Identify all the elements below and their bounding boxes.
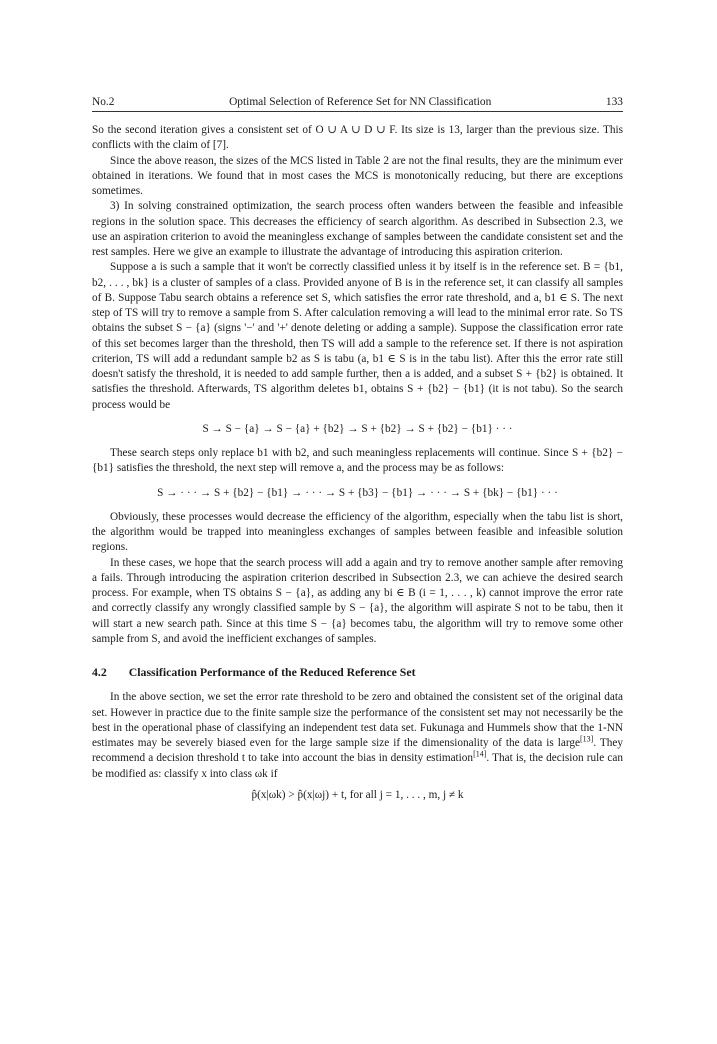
paragraph: Obviously, these processes would decrease the efficiency of the algorithm, especially when the tabu list is short, the algorithm would be trapped into meaningless exchanges of samples between feasible and infeasible solution regions. [92, 510, 623, 554]
equation: p̂(x|ωk) > p̂(x|ωj) + t, for all j = 1, . . . , m, j ≠ k [251, 788, 464, 801]
paragraph: 3) In solving constrained optimization, the search process often wanders between the feasible and infeasible regions in the solution space. This decreases the efficiency of search algorithm. As described in Subsection 2.3, we use an aspiration criterion to avoid the meaningless exchange of samples between the candidate consistent set and the rest samples. Here we give an example to illustrate the advantage of introducing this aspiration criterion. [92, 200, 623, 258]
equation: S → · · · → S + {b2} − {b1} → · · · → S + {b3} − {b1} → · · · → S + {bk} − {b1} · · · [157, 486, 558, 499]
section-title: Classification Performance of the Reduced Reference Set [128, 665, 416, 679]
body-text [92, 123, 623, 803]
paragraph-text: . That is, the decision rule can be modified as: classify x into class ωk if [92, 752, 623, 780]
paragraph-text: In the above section, we set the error rate threshold to be zero and obtained the consistent set of the original data set. However in practice due to the finite sample size the performance of the consistent set may not necessarily be the best in the operational phase of classifying an independent test data set. Fukunaga and Hummels show that the 1-NN estimates may be severely biased even for the large sample size if the dimensionality of the data is large [92, 691, 623, 749]
page-number: 133 [605, 96, 623, 108]
paragraph: Since the above reason, the sizes of the MCS listed in Table 2 are not the final results, they are the minimum ever obtained in iterations. We found that in most cases the MCS is monotonically reducing, but there are exceptions sometimes. [92, 154, 623, 197]
section-heading [92, 665, 623, 680]
paragraph: These search steps only replace b1 with b2, and such meaningless replacements will continue. Since S + {b2} − {b1} satisfies the threshold, the next step will remove a, and the process may be as follows: [92, 447, 623, 475]
section-number: 4.2 [92, 665, 107, 679]
paragraph: So the second iteration gives a consistent set of O ∪ A ∪ D ∪ F. Its size is 13, larger than the previous size. This conflicts with the claim of [7]. [92, 124, 623, 152]
running-title: Optimal Selection of Reference Set for NN Classification [229, 96, 492, 108]
citation: [13] [579, 734, 594, 744]
paragraph: In these cases, we hope that the search process will add a again and try to remove another sample after removing a fails. Through introducing the aspiration criterion described in Subsection 2.3, we can achieve the desired search process. For example, when TS obtains S − {a}, as adding any bi ∈ B (i = 1, . . . , k) cannot improve the error rate and correctly classify any wrongly classified sample by S − {a}, the algorithm will aspirate S not to be tabu, then it will start a new search path. Since at this time S − {a} becomes tabu, the algorithm will try to remove some other sample from S, and avoid the inefficient exchanges of samples. [92, 556, 623, 645]
equation: S → S − {a} → S − {a} + {b2} → S + {b2} → S + {b2} − {b1} · · · [202, 422, 513, 435]
paragraph-text: . They recommend a decision threshold t to take into account the bias in density estimation [92, 737, 623, 765]
journal-issue: No.2 [92, 96, 115, 108]
running-header [92, 96, 623, 112]
paragraph [92, 690, 623, 782]
citation: [14] [473, 749, 487, 759]
paragraph: Suppose a is such a sample that it won't be correctly classified unless it by itself is in the reference set. B = {b1, b2, . . . , bk} is a cluster of samples of a class. Provided anyone of B is in the reference set, it can classify all samples of B. Suppose Tabu search obtains a reference set S, which satisfies the error rate threshold, and a, b1 ∈ S. The next step of TS will try to remove a sample from S. After calculation removing a will lead to the minimal error rate. So TS obtains the subset S − {a} (signs '−' and '+' denote deleting or adding a sample). Suppose the classification error rate of this set becomes larger than the threshold, then TS will add a sample to the reference set. If there is not aspiration criterion, TS will add a redundant sample b2 as S is tabu (a, b1 ∈ S is in the tabu list). After this the error rate still doesn't satisfy the threshold, it is needed to add sample further, then a is added, and a subset S + {b2} is obtained. It satisfies the threshold. Afterwards, TS algorithm deletes b1, obtains S + {b2} − {b1} (it is not tabu). So the search process would be [92, 261, 623, 411]
